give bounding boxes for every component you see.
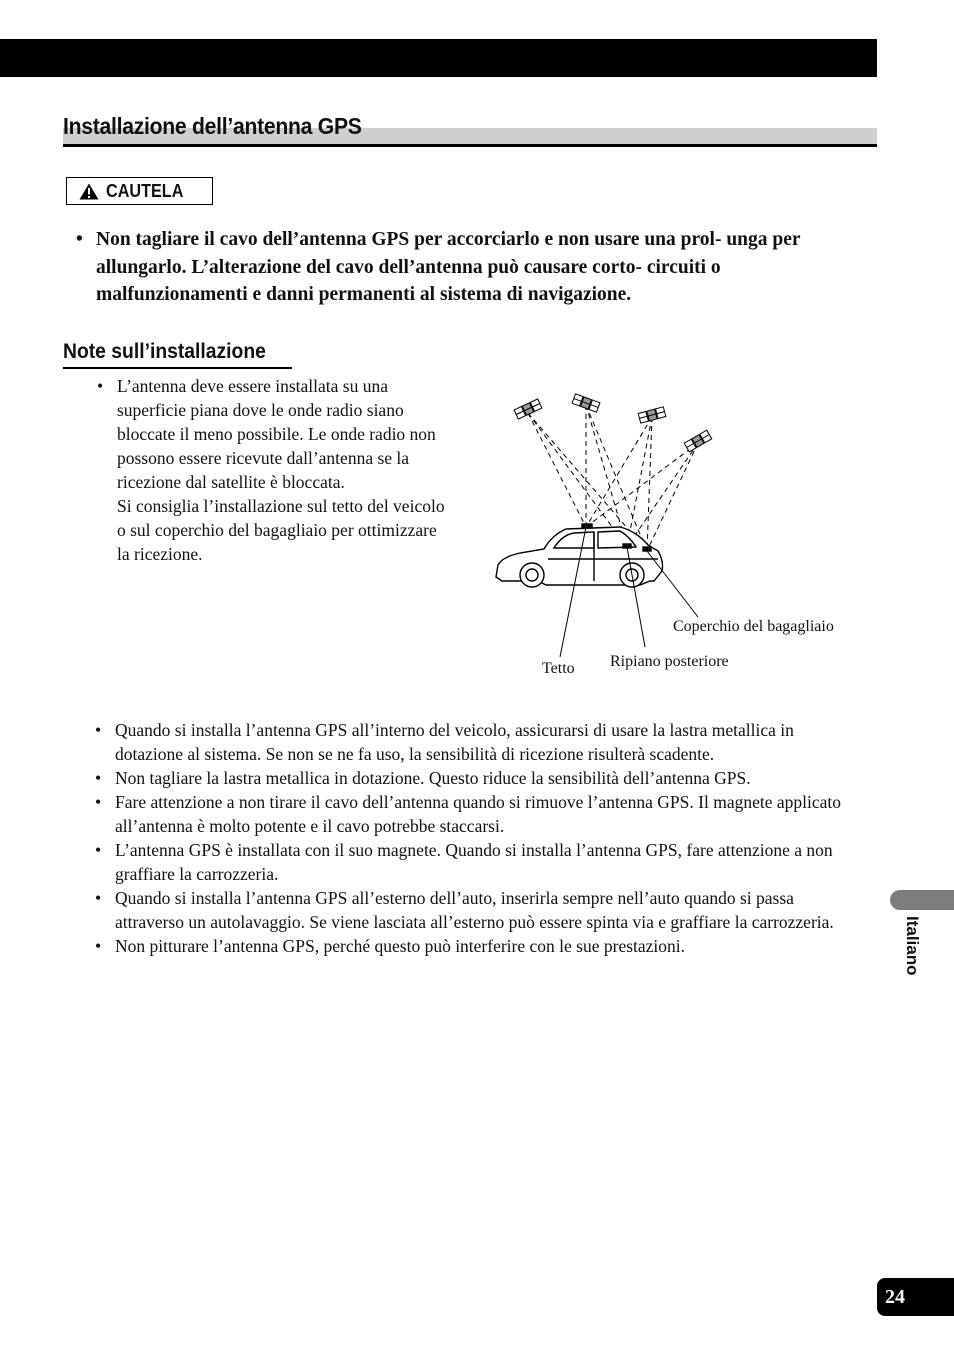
list-item: • L’antenna GPS è installata con il suo magnete. Quando si installa l’antenna GPS, fare attenzione a non graffiare la carrozzeria. — [95, 838, 855, 886]
side-tab-marker — [890, 890, 954, 910]
notes-title-rule — [63, 367, 292, 369]
note-paragraph-2: Si consiglia l’installazione sul tetto del veicolo o sul coperchio del bagagliaio per ottimizzare la ricezione. — [117, 496, 445, 564]
list-item: • Non tagliare la lastra metallica in dotazione. Questo riduce la sensibilità dell’antenna GPS. — [95, 766, 855, 790]
heading-rule — [63, 144, 877, 147]
warning-triangle-icon — [79, 183, 99, 200]
list-item: • Quando si installa l’antenna GPS all’esterno dell’auto, inserirla sempre nell’auto quando si passa attraverso un autolavaggio. Se viene lasciata all’esterno può essere spinta via e graffiare la carrozzeria. — [95, 886, 855, 934]
note-paragraph-1: L’antenna deve essere installata su una superficie piana dove le onde radio siano bloccate il meno possibile. Le onde radio non possono essere ricevute dall’antenna se la ricezione dal satellite è bloccata. — [117, 376, 436, 492]
list-item: • Non pitturare l’antenna GPS, perché questo può interferire con le sue prestazioni. — [95, 934, 855, 958]
list-item: • Quando si installa l’antenna GPS all’interno del veicolo, assicurarsi di usare la lastra metallica in dotazione al sistema. Se non se ne fa uso, la sensibilità di ricezione risulterà scadente. — [95, 718, 855, 766]
satellite-icon — [514, 394, 712, 452]
bullet: • — [97, 376, 104, 396]
header-bar — [0, 39, 877, 77]
section-heading-block — [63, 110, 877, 148]
caution-list — [76, 226, 846, 309]
page-number: 24 — [885, 1286, 905, 1308]
caution-box — [66, 177, 213, 205]
label-trunk-lid: Coperchio del bagagliaio — [673, 618, 834, 635]
antenna-placement-diagram — [490, 385, 870, 685]
label-rear-shelf: Ripiano posteriore — [610, 653, 729, 670]
caution-label: CAUTELA — [106, 180, 184, 201]
section-title: Installazione dell’antenna GPS — [63, 113, 362, 139]
caution-item: • Non tagliare il cavo dell’antenna GPS per accorciarlo e non usare una prol- unga per allungarlo. L’alterazione del cavo dell’antenna può causare corto- circuiti o malfunzionamenti e danni permanenti al sistema di navigazione. — [76, 226, 846, 309]
installation-notes-list — [95, 718, 855, 958]
label-roof: Tetto — [542, 660, 575, 677]
list-item: • Fare attenzione a non tirare il cavo dell’antenna quando si rimuove l’antenna GPS. Il magnete applicato all’antenna è molto potente e il cavo potrebbe staccarsi. — [95, 790, 855, 838]
note-item-first — [97, 374, 447, 566]
notes-title: Note sull’installazione — [63, 340, 266, 363]
car-icon — [496, 524, 663, 587]
diagram-illustration — [490, 385, 870, 685]
language-label: Italiano — [903, 916, 922, 976]
